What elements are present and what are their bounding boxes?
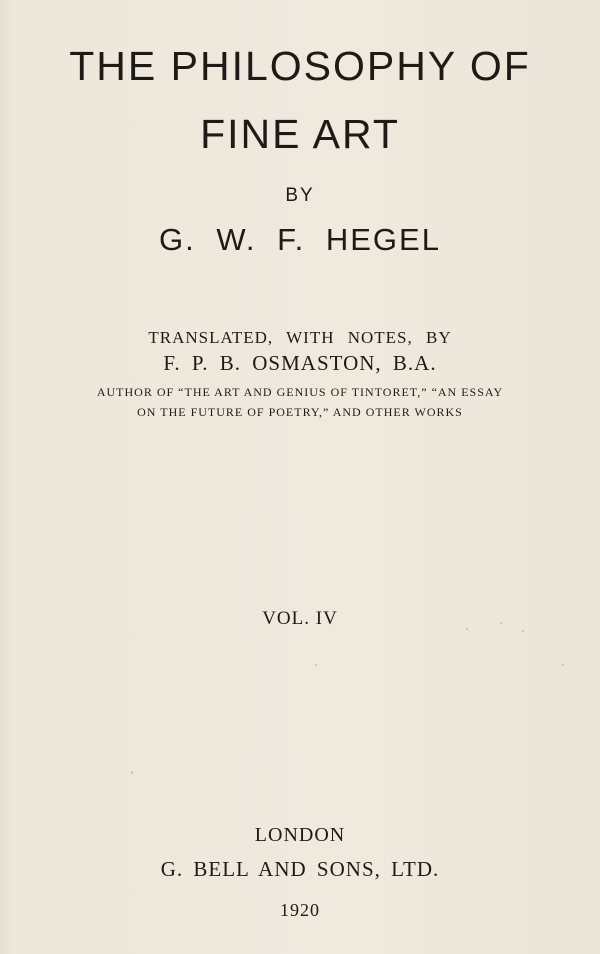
translator-credits-line-1: AUTHOR OF “THE ART AND GENIUS OF TINTORET,” “AN ESSAY [96,385,504,399]
paper-speck [315,664,317,666]
publication-year: 1920 [280,900,320,920]
volume-number: VOL. IV [262,608,338,629]
book-title-line-2: FINE ART [200,111,400,157]
book-title-line-1: THE PHILOSOPHY OF [69,43,531,89]
paper-speck [522,630,524,632]
translated-label: TRANSLATED, WITH NOTES, BY [148,328,452,347]
paper-speck [466,628,468,630]
translator-credits-line-2: ON THE FUTURE OF POETRY,” AND OTHER WORKS [137,405,463,419]
by-label: BY [285,185,315,206]
paper-speck [562,664,564,666]
paper-speck [500,622,502,624]
publisher-name: G. BELL AND SONS, LTD. [160,857,440,881]
author-name: G. W. F. HEGEL [159,222,441,257]
publication-city: LONDON [254,824,346,846]
translator-name: F. P. B. OSMASTON, B.A. [163,351,437,375]
paper-speck [131,771,133,774]
